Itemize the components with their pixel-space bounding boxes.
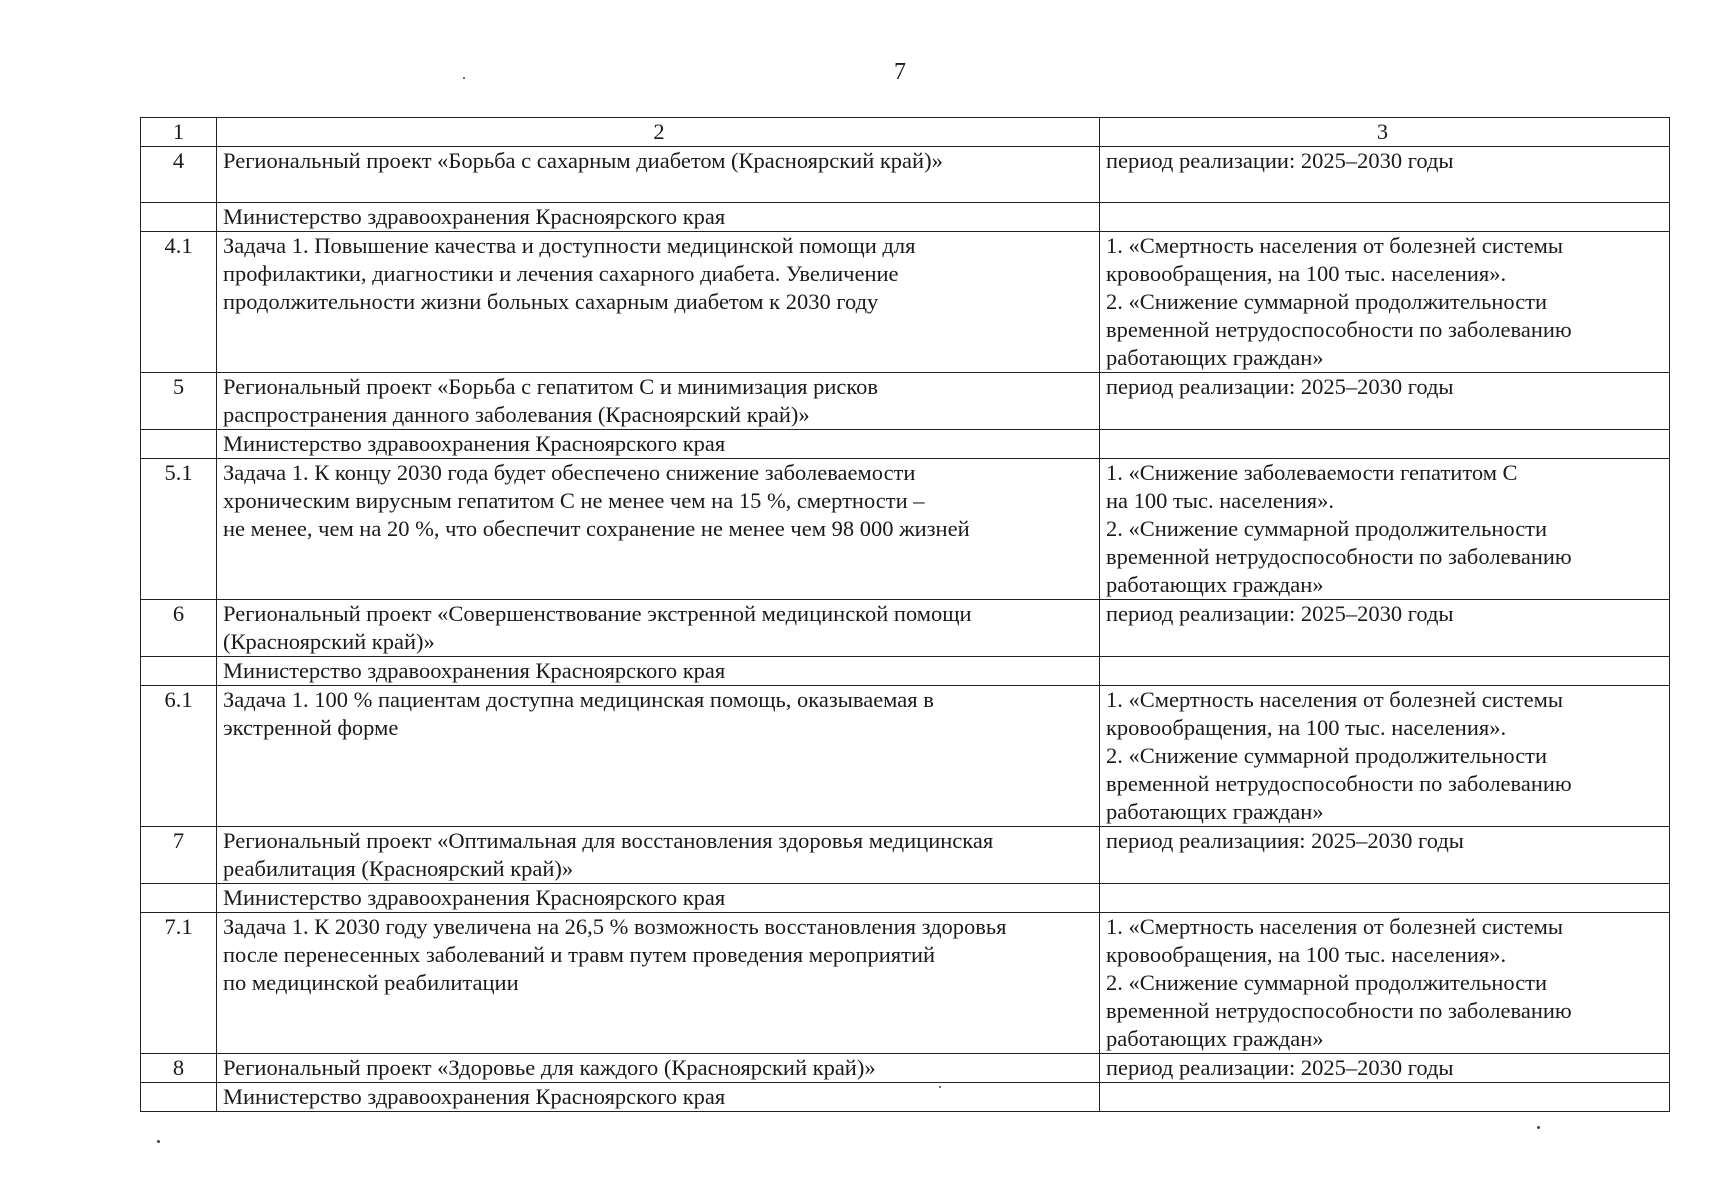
task-description-cell: [217, 686, 1100, 827]
cell-text-line: 1. «Смертность населения от болезней системы: [1106, 233, 1563, 258]
row-number-cell: 7.1: [141, 913, 217, 1054]
task-description-cell: [217, 459, 1100, 600]
cell-text-line: Региональный проект «Борьба с сахарным диабетом (Красноярский край)»: [223, 148, 943, 173]
cell-text-line: Региональный проект «Здоровье для каждого (Красноярский край)»: [223, 1055, 876, 1080]
cell-text-line: 2. «Снижение суммарной продолжительности: [1106, 516, 1548, 541]
cell-text-line: временной нетрудоспособности по заболеванию: [1106, 544, 1572, 569]
row-number-cell: [141, 1083, 217, 1112]
indicators-cell: [1100, 686, 1670, 827]
responsible-cell: [217, 1083, 1100, 1112]
scan-speck: [463, 77, 465, 79]
project-title-cell: [217, 373, 1100, 430]
cell-text-line: Региональный проект «Совершенствование экстренной медицинской помощи: [223, 601, 972, 626]
cell-text-line: временной нетрудоспособности по заболеванию: [1106, 317, 1572, 342]
cell-text-line: после перенесенных заболеваний и травм путем проведения мероприятий: [223, 942, 936, 967]
cell-text-line: период реализациия: 2025–2030 годы: [1106, 828, 1464, 853]
cell-text-line: 2. «Снижение суммарной продолжительности: [1106, 970, 1548, 995]
project-title-cell: [217, 600, 1100, 657]
table-row-ministry: [141, 203, 1670, 232]
cell-text-line: на 100 тыс. населения».: [1106, 488, 1335, 513]
cell-text-line: хроническим вирусным гепатитом С не менее чем на 15 %, смертности –: [223, 488, 925, 513]
cell-text-line: кровообращения, на 100 тыс. населения».: [1106, 942, 1507, 967]
cell-text-line: 2. «Снижение суммарной продолжительности: [1106, 289, 1548, 314]
row-number-cell: 5.1: [141, 459, 217, 600]
table-row-task: [141, 686, 1670, 827]
table-row-task: [141, 913, 1670, 1054]
row-number-cell: 6.1: [141, 686, 217, 827]
row-number-cell: [141, 884, 217, 913]
task-description-cell: [217, 232, 1100, 373]
task-description-cell: [217, 913, 1100, 1054]
cell-text-line: профилактики, диагностики и лечения сахарного диабета. Увеличение: [223, 261, 899, 286]
responsible-cell: [217, 430, 1100, 459]
cell-text-line: временной нетрудоспособности по заболеванию: [1106, 998, 1572, 1023]
responsible-cell: [217, 657, 1100, 686]
row-number-cell: [141, 657, 217, 686]
row-number-cell: [141, 430, 217, 459]
cell-text-line: период реализации: 2025–2030 годы: [1106, 374, 1454, 399]
cell-text-line: Министерство здравоохранения Красноярского края: [223, 431, 726, 456]
cell-text-line: Министерство здравоохранения Красноярского края: [223, 885, 726, 910]
row-number-cell: 7: [141, 827, 217, 884]
cell-text-line: 2. «Снижение суммарной продолжительности: [1106, 743, 1548, 768]
cell-text-line: Министерство здравоохранения Красноярского края: [223, 1084, 726, 1109]
header-cell-3: 3: [1100, 118, 1670, 147]
period-cell: [1100, 827, 1670, 884]
cell-text-line: по медицинской реабилитации: [223, 970, 519, 995]
responsible-cell: [217, 203, 1100, 232]
cell-text-line: 1. «Снижение заболеваемости гепатитом С: [1106, 460, 1518, 485]
cell-text-line: работающих граждан»: [1106, 572, 1324, 597]
cell-text-line: (Красноярский край)»: [223, 629, 435, 654]
cell-text-line: Региональный проект «Оптимальная для восстановления здоровья медицинская: [223, 828, 994, 853]
header-cell-2: 2: [217, 118, 1100, 147]
table-row-ministry: [141, 657, 1670, 686]
table-row-project: [141, 827, 1670, 884]
cell-text-line: Региональный проект «Борьба с гепатитом С и минимизация рисков: [223, 374, 879, 399]
cell-text-line: Министерство здравоохранения Красноярского края: [223, 204, 726, 229]
table-row-project-single: [141, 1054, 1670, 1083]
indicators-cell: [1100, 913, 1670, 1054]
cell-text-line: работающих граждан»: [1106, 1026, 1324, 1051]
table-row-ministry: [141, 1083, 1670, 1112]
table-row-project: [141, 147, 1670, 203]
cell-text-line: Министерство здравоохранения Красноярского края: [223, 658, 726, 683]
header-cell-1: 1: [141, 118, 217, 147]
cell-text-line: экстренной форме: [223, 715, 399, 740]
table-row-ministry: [141, 884, 1670, 913]
period-cell: [1100, 600, 1670, 657]
cell-text-line: кровообращения, на 100 тыс. населения».: [1106, 715, 1507, 740]
row-number-cell: 5: [141, 373, 217, 430]
table-row-project: [141, 373, 1670, 430]
page-number: 7: [894, 59, 906, 85]
scan-speck: [1537, 1126, 1540, 1129]
indicators-cell: [1100, 459, 1670, 600]
project-title-cell: [217, 827, 1100, 884]
table-row-project: [141, 600, 1670, 657]
period-cell: [1100, 1054, 1670, 1083]
period-cell: [1100, 1083, 1670, 1112]
cell-text-line: временной нетрудоспособности по заболеванию: [1106, 771, 1572, 796]
regional-projects-table-container: [140, 117, 1669, 1112]
project-title-cell: [217, 147, 1100, 203]
cell-text-line: не менее, чем на 20 %, что обеспечит сохранение не менее чем 98 000 жизней: [223, 516, 970, 541]
table-row-task: [141, 232, 1670, 373]
indicators-cell: [1100, 232, 1670, 373]
table-row-ministry: [141, 430, 1670, 459]
cell-text-line: распространения данного заболевания (Красноярский край)»: [223, 402, 810, 427]
cell-text-line: период реализации: 2025–2030 годы: [1106, 148, 1454, 173]
cell-text-line: продолжительности жизни больных сахарным диабетом к 2030 году: [223, 289, 879, 314]
period-cell: [1100, 430, 1670, 459]
cell-text-line: Задача 1. К концу 2030 года будет обеспечено снижение заболеваемости: [223, 460, 916, 485]
cell-text-line: Задача 1. 100 % пациентам доступна медицинская помощь, оказываемая в: [223, 687, 934, 712]
scan-speck: [157, 1140, 160, 1143]
table-header-row: [141, 118, 1670, 147]
period-cell: [1100, 657, 1670, 686]
cell-text-line: период реализации: 2025–2030 годы: [1106, 601, 1454, 626]
row-number-cell: 4.1: [141, 232, 217, 373]
cell-text-line: 1. «Смертность населения от болезней системы: [1106, 914, 1563, 939]
scan-speck: [939, 1086, 941, 1088]
cell-text-line: Задача 1. Повышение качества и доступности медицинской помощи для: [223, 233, 916, 258]
cell-text-line: работающих граждан»: [1106, 799, 1324, 824]
table-row-task: [141, 459, 1670, 600]
period-cell: [1100, 884, 1670, 913]
cell-text-line: работающих граждан»: [1106, 345, 1324, 370]
row-number-cell: 8: [141, 1054, 217, 1083]
row-number-cell: 6: [141, 600, 217, 657]
responsible-cell: [217, 884, 1100, 913]
project-title-cell: [217, 1054, 1100, 1083]
period-cell: [1100, 203, 1670, 232]
period-cell: [1100, 147, 1670, 203]
cell-text-line: реабилитация (Красноярский край)»: [223, 856, 574, 881]
cell-text-line: период реализации: 2025–2030 годы: [1106, 1055, 1454, 1080]
row-number-cell: 4: [141, 147, 217, 203]
cell-text-line: Задача 1. К 2030 году увеличена на 26,5 % возможность восстановления здоровья: [223, 914, 1007, 939]
cell-text-line: кровообращения, на 100 тыс. населения».: [1106, 261, 1507, 286]
row-number-cell: [141, 203, 217, 232]
period-cell: [1100, 373, 1670, 430]
regional-projects-table: [140, 117, 1670, 1112]
cell-text-line: 1. «Смертность населения от болезней системы: [1106, 687, 1563, 712]
